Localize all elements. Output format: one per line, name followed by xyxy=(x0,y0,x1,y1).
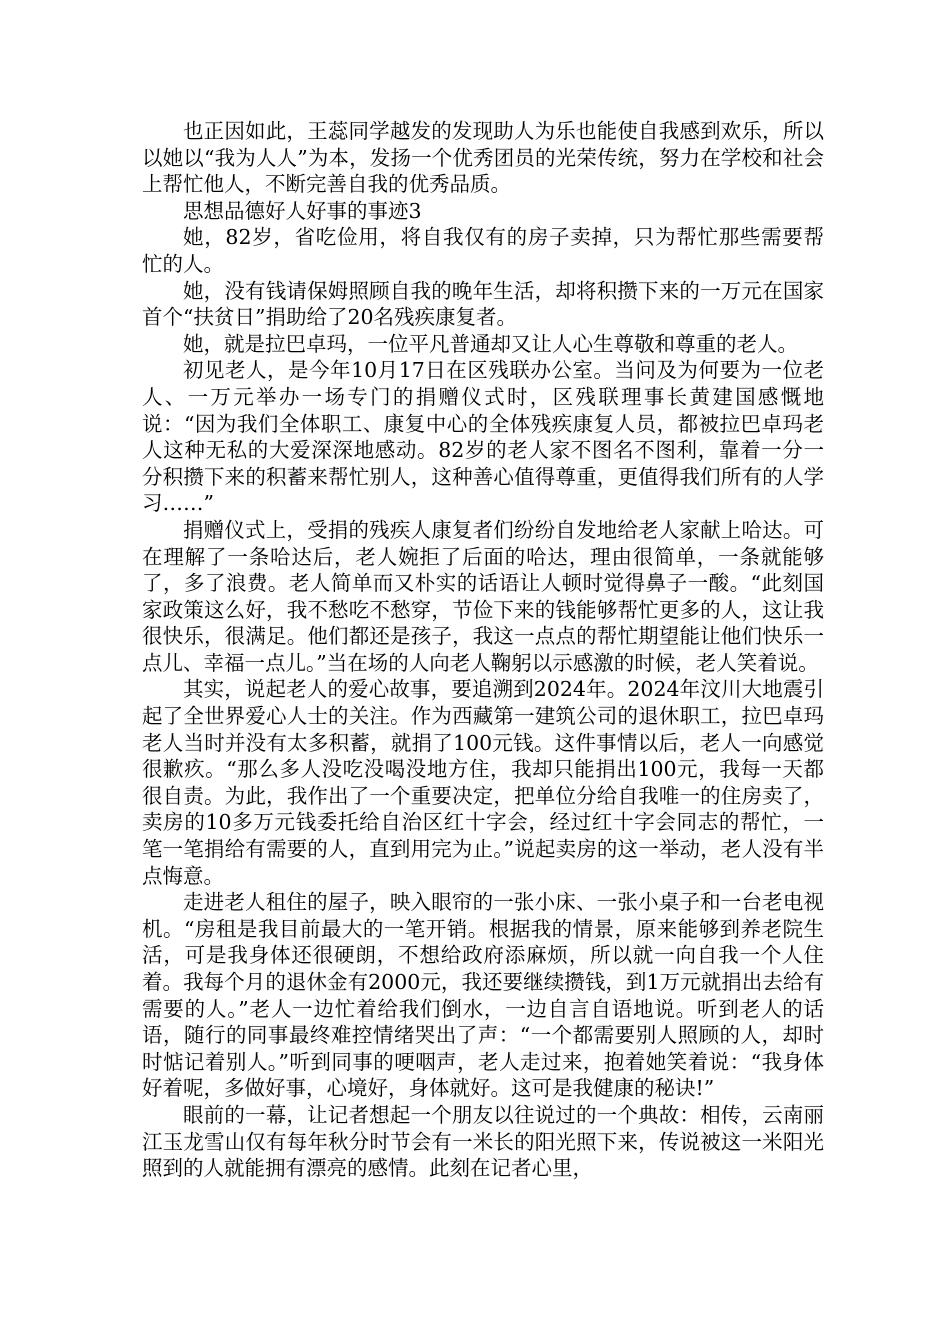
paragraph-2: 她，82岁，省吃俭用，将自我仅有的房子卖掉，只为帮忙那些需要帮忙的人。 xyxy=(142,225,824,276)
paragraph-3: 她，没有钱请保姆照顾自我的晚年生活，却将积攒下来的一万元在国家首个“扶贫日”捐助给了20名残疾康复者。 xyxy=(142,278,824,330)
paragraph-7: 其实，说起老人的爱心故事，要追溯到2024年。2024年汶川大地震引起了全世界爱心人士的关注。作为西藏第一建筑公司的退休职工，拉巴卓玛老人当时并没有太多积蓄，就捐了100元钱。这件事情以后，老人一向感觉很歉疚。“那么多人没吃没喝没地方住，我却只能捐出100元，我每一天都很自责。为此，我作出了一个重要决定，把单位分给自我唯一的住房卖了，卖房的10多万元钱委托给自治区红十字会，经过红十字会同志的帮忙，一笔一笔捐给有需要的人，直到用完为止。”说起卖房的这一举动，老人没有半点悔意。 xyxy=(142,677,824,888)
document-body xyxy=(142,118,824,1182)
paragraph-6: 捐赠仪式上，受捐的残疾人康复者们纷纷自发地给老人家献上哈达。可在理解了一条哈达后，老人婉拒了后面的哈达，理由很简单，一条就能够了，多了浪费。老人简单而又朴实的话语让人顿时觉得鼻子一酸。“此刻国家政策这么好，我不愁吃不愁穿，节俭下来的钱能够帮忙更多的人，这让我很快乐，很满足。他们都还是孩子，我这一点点的帮忙期望能让他们快乐一点儿、幸福一点儿。”当在场的人向老人鞠躬以示感激的时候，老人笑着说。 xyxy=(142,517,824,675)
paragraph-8: 走进老人租住的屋子，映入眼帘的一张小床、一张小桌子和一台老电视机。“房租是我目前最大的一笔开销。根据我的情景，原来能够到养老院生活，可是我身体还很硬朗，不想给政府添麻烦，所以就一向自我一个人住着。我每个月的退休金有2000元，我还要继续攒钱，到1万元就捐出去给有需要的人。”老人一边忙着给我们倒水，一边自言自语地说。听到老人的话语，随行的同事最终难控情绪哭出了声：“一个都需要别人照顾的人，却时时惦记着别人。”听到同事的哽咽声，老人走过来，抱着她笑着说：“我身体好着呢，多做好事，心境好，身体就好。这可是我健康的秘诀!” xyxy=(142,890,824,1101)
section-heading: 思想品德好人好事的事迹3 xyxy=(183,198,422,223)
paragraph-1: 也正因如此，王蕊同学越发的发现助人为乐也能使自我感到欢乐，所以以她以“我为人人”为本，发扬一个优秀团员的光荣传统，努力在学校和社会上帮忙他人，不断完善自我的优秀品质。 xyxy=(142,119,824,197)
paragraph-5: 初见老人，是今年10月17日在区残联办公室。当问及为何要为一位老人、一万元举办一场专门的捐赠仪式时，区残联理事长黄建国感慨地说：“因为我们全体职工、康复中心的全体残疾康复人员，都被拉巴卓玛老人这种无私的大爱深深地感动。82岁的老人家不图名不图利，靠着一分一分积攒下来的积蓄来帮忙别人，这种善心值得尊重，更值得我们所有的人学习……” xyxy=(142,358,824,516)
paragraph-4: 她，就是拉巴卓玛，一位平凡普通却又让人心生尊敬和尊重的老人。 xyxy=(183,331,798,356)
paragraph-9: 眼前的一幕，让记者想起一个朋友以往说过的一个典故：相传，云南丽江玉龙雪山仅有每年秋分时节会有一米长的阳光照下来，传说被这一米阳光照到的人就能拥有漂亮的感情。此刻在记者心里， xyxy=(142,1102,824,1181)
